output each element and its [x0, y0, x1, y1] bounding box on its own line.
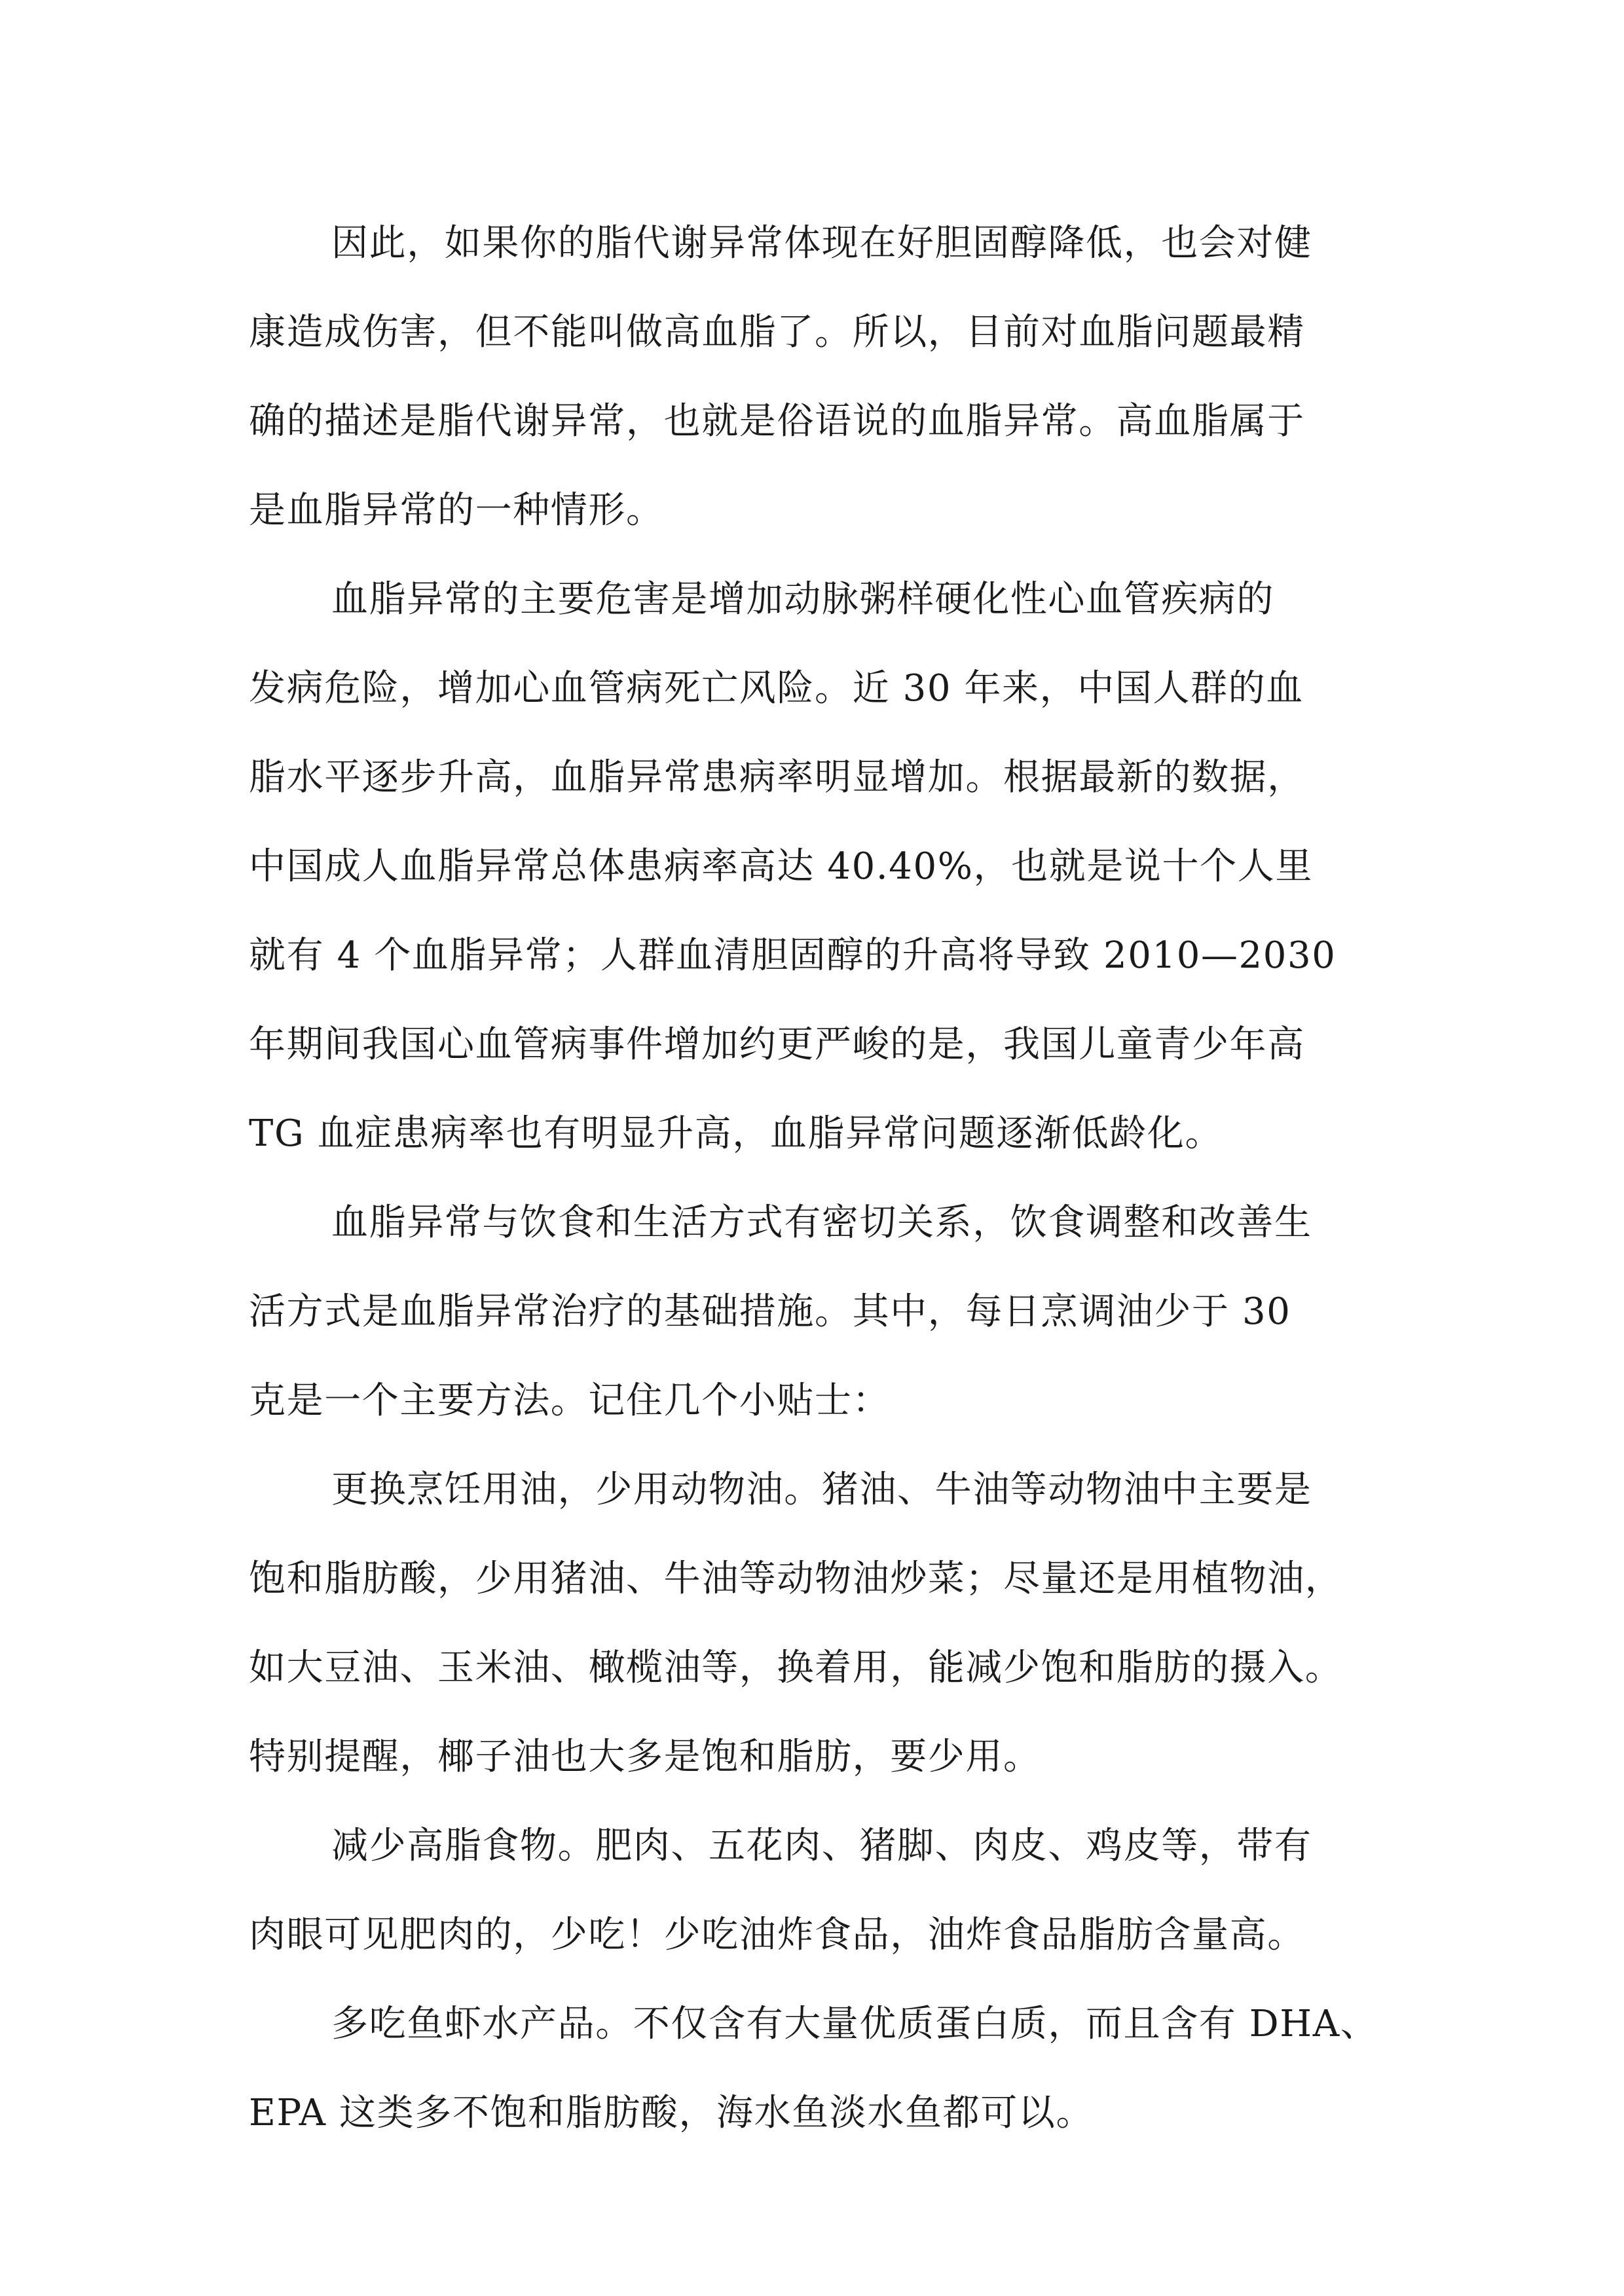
paragraph-line: 脂水平逐步升高，血脂异常患病率明显增加。根据最新的数据，	[249, 756, 1305, 799]
paragraph-line: 就有 4 个血脂异常；人群血清胆固醇的升高将导致 2010—2030	[249, 934, 1337, 977]
paragraph-line: 是血脂异常的一种情形。	[249, 489, 664, 532]
paragraph-line: 减少高脂食物。肥肉、五花肉、猪脚、肉皮、鸡皮等，带有	[331, 1825, 1312, 1867]
paragraph-line: 肉眼可见肥肉的，少吃！少吃油炸食品，油炸食品脂肪含量高。	[249, 1914, 1305, 1956]
paragraph-line: EPA 这类多不饱和脂肪酸，海水鱼淡水鱼都可以。	[249, 2092, 1094, 2134]
document-body	[249, 212, 1398, 2171]
paragraph-line: 更换烹饪用油，少用动物油。猪油、牛油等动物油中主要是	[331, 1468, 1312, 1511]
paragraph-line: 如大豆油、玉米油、橄榄油等，换着用，能减少饱和脂肪的摄入。	[249, 1647, 1343, 1689]
paragraph-line: 确的描述是脂代谢异常，也就是俗语说的血脂异常。高血脂属于	[249, 400, 1305, 443]
paragraph-line: 康造成伤害，但不能叫做高血脂了。所以，目前对血脂问题最精	[249, 311, 1305, 354]
paragraph-line: 血脂异常的主要危害是增加动脉粥样硬化性心血管疾病的	[331, 578, 1274, 621]
paragraph-line: 因此，如果你的脂代谢异常体现在好胆固醇降低，也会对健	[331, 222, 1312, 264]
paragraph-line: 中国成人血脂异常总体患病率高达 40.40%，也就是说十个人里	[249, 845, 1313, 888]
paragraph-line: 血脂异常与饮食和生活方式有密切关系，饮食调整和改善生	[331, 1201, 1312, 1244]
paragraph-line: 多吃鱼虾水产品。不仅含有大量优质蛋白质，而且含有 DHA、	[331, 2003, 1378, 2045]
paragraph-line: 饱和脂肪酸，少用猪油、牛油等动物油炒菜；尽量还是用植物油，	[249, 1558, 1343, 1600]
paragraph-line: 克是一个主要方法。记住几个小贴士：	[249, 1379, 891, 1422]
paragraph-line: 年期间我国心血管病事件增加约更严峻的是，我国儿童青少年高	[249, 1023, 1305, 1066]
paragraph-line: 活方式是血脂异常治疗的基础措施。其中，每日烹调油少于 30	[249, 1290, 1291, 1333]
paragraph-line: 特别提醒，椰子油也大多是饱和脂肪，要少用。	[249, 1736, 1041, 1778]
paragraph-line: TG 血症患病率也有明显升高，血脂异常问题逐渐低龄化。	[249, 1112, 1223, 1155]
paragraph-line: 发病危险，增加心血管病死亡风险。近 30 年来，中国人群的血	[249, 667, 1304, 710]
